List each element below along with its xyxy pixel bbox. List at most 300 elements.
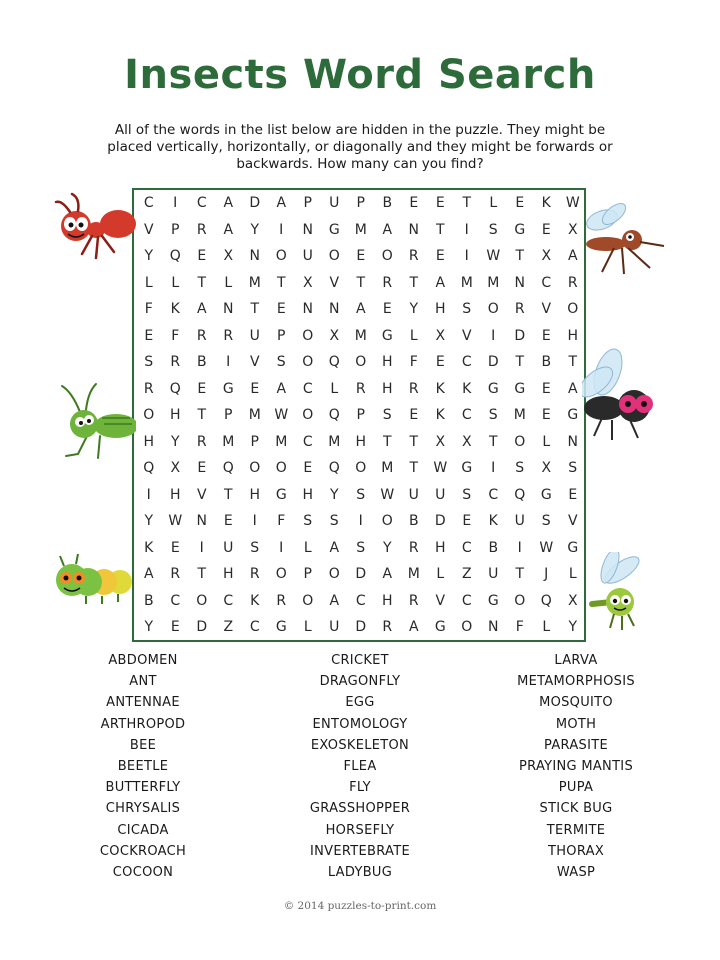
word-list-item: EXOSKELETON [310,737,410,753]
grid-letter: G [461,460,473,476]
grid-letter: M [248,407,261,423]
grid-letter: K [541,195,551,211]
word-list-item: BEETLE [117,758,169,774]
grid-letter: T [568,354,578,370]
grid-letter: C [223,592,234,609]
grid-letter: S [356,486,366,503]
grid-letter: Q [328,354,340,370]
word-list-item: TERMITE [546,822,606,838]
grid-letter: D [434,513,446,529]
grid-letter: L [568,566,577,582]
grid-letter: R [249,566,260,582]
grid-letter: R [196,433,207,450]
grid-letter: M [354,221,367,238]
grid-letter: E [303,460,313,476]
grid-letter: A [567,248,578,264]
grid-letter: I [252,513,257,529]
grid-letter: I [464,248,469,264]
grid-letter: S [568,460,578,476]
grid-letter: D [196,619,208,635]
grid-letter: N [488,619,499,635]
word-list-item: PARASITE [544,737,608,753]
grid-letter: X [435,327,446,344]
grid-letter: E [541,221,551,238]
grid-letter: E [223,513,233,529]
grid-letter: S [144,354,154,370]
grid-letter: W [539,539,554,556]
grid-letter: I [173,195,178,211]
grid-letter: B [196,354,207,370]
grid-letter: L [171,274,180,291]
grid-letter: T [250,301,260,317]
mosquito-icon [584,200,672,282]
grid-letter: P [356,407,365,423]
word-list-item: CICADA [117,822,169,838]
grid-letter: L [489,195,498,211]
grid-letter: B [408,513,419,529]
grid-letter: I [491,460,496,476]
grid-letter: U [223,539,234,556]
grid-letter: N [302,221,313,238]
grid-letter: A [223,195,234,211]
grid-letter: B [143,592,154,609]
grid-letter: O [143,407,155,423]
grid-letter: P [250,433,259,450]
grid-letter: Z [223,619,234,635]
grid-letter: T [435,221,445,238]
grid-letter: G [514,221,526,238]
grid-letter: L [303,619,312,635]
grid-letter: W [565,195,580,211]
grid-letter: O [381,513,393,529]
grid-letter: M [222,433,235,450]
grid-letter: L [330,380,339,397]
grid-letter: Q [540,592,552,609]
grid-letter: R [276,592,287,609]
grid-letter: K [462,380,472,397]
grid-letter: H [302,486,314,503]
grid-letter: I [491,327,496,344]
grid-letter: M [407,566,420,582]
grid-letter: I [279,539,284,556]
grid-letter: H [169,407,181,423]
grid-letter: M [328,433,341,450]
word-list-item: INVERTEBRATE [310,843,410,859]
grid-letter: V [329,274,340,291]
grid-letter: P [277,327,286,344]
grid-letter: H [169,486,181,503]
grid-letter: B [488,539,499,556]
word-list-item: EGG [345,695,375,711]
word-list-item: HORSEFLY [325,822,395,838]
grid-letter: U [435,486,446,503]
grid-letter: H [381,380,393,397]
grid-letter: Q [328,407,340,423]
grid-letter: X [170,460,181,476]
grid-letter: G [434,619,446,635]
grid-letter: J [544,566,549,582]
grid-letter: R [196,327,207,344]
grid-letter: U [302,248,313,264]
grid-letter: C [302,433,313,450]
word-list-item: MOTH [555,716,597,732]
grid-letter: R [567,274,578,291]
grid-letter: I [517,539,522,556]
grid-letter: V [541,301,552,317]
grid-letter: X [541,248,552,264]
grid-letter: Y [382,539,392,556]
grid-letter: O [328,566,340,582]
grid-letter: C [196,195,207,211]
grid-letter: R [408,592,419,609]
grid-letter: K [435,407,445,423]
grid-letter: X [541,460,552,476]
ant-icon [52,192,136,264]
grid-letter: Q [143,460,155,476]
word-list-item: THORAX [547,843,605,859]
word-list-item: ANTENNAE [106,695,180,711]
grid-letter: T [515,354,525,370]
grid-letter: N [329,301,340,317]
grid-letter: G [540,486,552,503]
word-list-item: WASP [556,864,596,880]
grid-letter: N [514,274,525,291]
grid-letter: U [514,513,525,529]
grid-letter: T [409,460,419,476]
grid-letter: U [488,566,499,582]
grid-letter: Y [170,433,180,450]
grid-letter: S [488,407,498,423]
grid-letter: O [567,301,579,317]
grid-letter: C [461,407,472,423]
grid-letter: C [461,592,472,609]
grid-letter: R [408,539,419,556]
grid-letter: T [382,433,392,450]
grid-letter: G [328,221,340,238]
grid-letter: E [144,327,154,344]
grid-letter: V [461,327,472,344]
grid-letter: W [168,513,183,529]
grid-letter: U [329,619,340,635]
grid-letter: O [461,619,473,635]
grid-letter: W [486,248,501,264]
grid-letter: G [381,327,393,344]
grid-letter: E [170,539,180,556]
grid-letter: I [146,486,151,503]
word-list-item: ABDOMEN [108,653,178,668]
grid-letter: O [514,592,526,609]
grid-letter: X [435,433,446,450]
grid-letter: W [380,486,395,503]
word-list-item: CHRYSALIS [105,801,181,817]
grid-letter: F [515,619,524,635]
grid-letter: E [409,407,419,423]
grid-letter: X [461,433,472,450]
grid-letter: R [382,619,393,635]
grid-letter: R [170,566,181,582]
grid-letter: I [199,539,204,556]
grid-letter: X [567,592,578,609]
grid-letter: Y [144,619,154,635]
grid-letter: R [408,248,419,264]
grid-letter: P [224,407,233,423]
grid-letter: L [436,566,445,582]
grid-letter: F [409,354,418,370]
grid-letter: N [223,301,234,317]
grid-letter: G [275,619,287,635]
grid-letter: B [382,195,393,211]
grid-letter: M [513,407,526,423]
grid-letter: S [356,539,366,556]
grid-letter: D [355,566,367,582]
grid-letter: L [303,539,312,556]
word-column-1 [33,650,253,883]
grid-letter: S [250,539,260,556]
grid-letter: O [196,592,208,609]
grid-letter: F [171,327,180,344]
grid-letter: G [275,486,287,503]
grid-letter: T [409,433,419,450]
grid-letter: A [196,301,207,317]
grid-letter: C [302,380,313,397]
grid-letter: T [197,566,207,582]
grid-letter: O [355,354,367,370]
grid-letter: T [356,274,366,291]
grid-letter: G [222,380,234,397]
grid-letter: N [249,248,260,264]
grid-letter: G [514,380,526,397]
grid-letter: T [409,274,419,291]
grid-letter: A [382,221,393,238]
grid-letter: M [381,460,394,476]
grid-letter: C [461,354,472,370]
grid-letter: Z [461,566,472,582]
word-list-item: FLY [349,780,371,796]
word-list-item: PRAYING MANTIS [519,758,633,774]
grid-letter: W [433,460,448,476]
grid-letter: R [382,274,393,291]
grid-letter: E [382,301,392,317]
grid-letter: O [275,248,287,264]
grid-letter: H [434,539,446,556]
grid-letter: T [515,248,525,264]
grid-letter: E [541,407,551,423]
grid-letter: O [487,301,499,317]
grid-letter: A [435,274,446,291]
grid-letter: K [144,539,154,556]
grid-letter: S [329,513,339,529]
grid-letter: E [541,380,551,397]
grid-letter: P [303,566,312,582]
grid-letter: M [275,433,288,450]
grid-letter: V [567,513,578,529]
grid-letter: R [170,354,181,370]
grid-letter: C [170,592,181,609]
word-list-item: DRAGONFLY [319,674,401,690]
grid-letter: P [303,195,312,211]
grid-letter: R [143,380,154,397]
grid-letter: K [488,513,498,529]
grid-letter: Q [328,460,340,476]
grid-letter: R [355,380,366,397]
grid-letter: D [249,195,261,211]
grid-letter: A [355,301,366,317]
grid-letter: Q [514,486,526,503]
grid-letter: H [381,354,393,370]
grid-letter: A [143,566,154,582]
grid-letter: K [250,592,260,609]
grid-letter: H [355,433,367,450]
grid-letter: E [462,513,472,529]
grid-letter: T [197,407,207,423]
page-title: Insects Word Search [124,52,596,98]
grid-letter: Y [144,248,154,264]
grid-letter: U [249,327,260,344]
grid-letter: U [408,486,419,503]
grid-letter: K [435,380,445,397]
grid-letter: O [302,407,314,423]
grid-letter: Q [169,380,181,397]
grid-letter: D [487,354,499,370]
word-list-item: LARVA [554,653,598,668]
word-list-item: MOSQUITO [539,695,613,711]
grid-letter: M [487,274,500,291]
word-list-item: CRICKET [331,653,389,668]
word-list-item: COCKROACH [99,843,187,859]
grid-letter: X [223,248,234,264]
grid-letter: D [355,619,367,635]
word-list-item: LADYBUG [327,864,393,880]
grid-letter: Q [169,248,181,264]
grid-letter: A [382,566,393,582]
fly-icon [582,346,662,444]
grid-letter: T [197,274,207,291]
grid-letter: H [434,301,446,317]
grid-letter: G [567,407,579,423]
word-list-item: FLEA [343,758,377,774]
grid-letter: Y [144,513,154,529]
grid-letter: E [197,248,207,264]
grid-letter: G [487,592,499,609]
word-list-item: PUPA [558,780,594,796]
grid-letter: A [408,619,419,635]
word-list-item: COCOON [112,864,174,880]
word-list-item: ANT [129,674,157,690]
grid-letter: E [356,248,366,264]
word-column-3 [466,650,686,883]
grid-letter: N [302,301,313,317]
grid-letter: S [541,513,551,529]
grid-letter: V [196,486,207,503]
grid-letter: D [514,327,526,344]
grid-letter: C [355,592,366,609]
grid-letter: S [303,513,313,529]
word-list-item: BUTTERFLY [105,780,181,796]
grid-letter: T [276,274,286,291]
grid-letter: N [196,513,207,529]
grid-letter: O [275,566,287,582]
copyright: © 2014 puzzles-to-print.com [283,900,437,912]
grid-letter: V [249,354,260,370]
grid-letter: M [460,274,473,291]
grid-letter: M [248,274,261,291]
grid-letter: G [567,539,579,556]
grid-letter: H [249,486,261,503]
grid-letter: E [250,380,260,397]
word-list-item: GRASSHOPPER [309,801,411,817]
grid-letter: Y [329,486,339,503]
grid-letter: A [567,380,578,397]
grid-letter: O [381,248,393,264]
grid-letter: P [356,195,365,211]
grid-letter: F [277,513,286,529]
grid-letter: E [568,486,578,503]
grid-letter: L [409,327,418,344]
grid-letter: R [514,301,525,317]
grid-letter: E [170,619,180,635]
grid-letter: S [382,407,392,423]
grid-letter: N [408,221,419,238]
grid-letter: E [276,301,286,317]
grid-letter: T [462,195,472,211]
word-list-item: ENTOMOLOGY [312,716,408,732]
word-search-grid [132,188,586,642]
grid-letter: I [464,221,469,238]
word-list-item: ARTHROPOD [100,716,186,732]
grid-letter: X [329,327,340,344]
grid-letter: E [435,195,445,211]
dragonfly-icon [582,552,646,634]
grid-letter: A [329,539,340,556]
grid-letter: P [171,221,180,238]
instructions: All of the words in the list below are hidden in the puzzle. They might be placed vertically, horizontally, or diagonally and they might be forwards or backwards. How many can you find? [107,122,613,172]
caterpillar-icon [52,552,134,608]
grid-letter: O [302,327,314,344]
grid-letter: E [197,380,207,397]
grid-letter: S [488,221,498,238]
grid-letter: U [329,195,340,211]
grid-letter: C [461,539,472,556]
grid-letter: E [515,195,525,211]
grid-letter: R [408,380,419,397]
grid-letter: R [196,221,207,238]
grid-letter: C [541,274,552,291]
grid-letter: H [567,327,579,344]
grid-letter: H [143,433,155,450]
grid-letter: L [542,433,551,450]
grid-letter: A [223,221,234,238]
grid-letter: S [515,460,525,476]
grid-letter: E [435,354,445,370]
word-list-item: METAMORPHOSIS [517,674,635,690]
grid-letter: E [435,248,445,264]
grid-letter: O [302,592,314,609]
grid-letter: A [276,380,287,397]
grid-letter: I [226,354,231,370]
grid-letter: I [358,513,363,529]
grid-letter: R [223,327,234,344]
grid-letter: X [302,274,313,291]
grid-letter: S [462,486,472,503]
grid-letter: A [276,195,287,211]
word-list-item: STICK BUG [539,801,613,817]
grid-letter: T [223,486,233,503]
grid-letter: O [514,433,526,450]
grid-letter: T [488,433,498,450]
grasshopper-icon [58,382,136,464]
grid-letter: O [355,460,367,476]
grid-letter: E [197,460,207,476]
